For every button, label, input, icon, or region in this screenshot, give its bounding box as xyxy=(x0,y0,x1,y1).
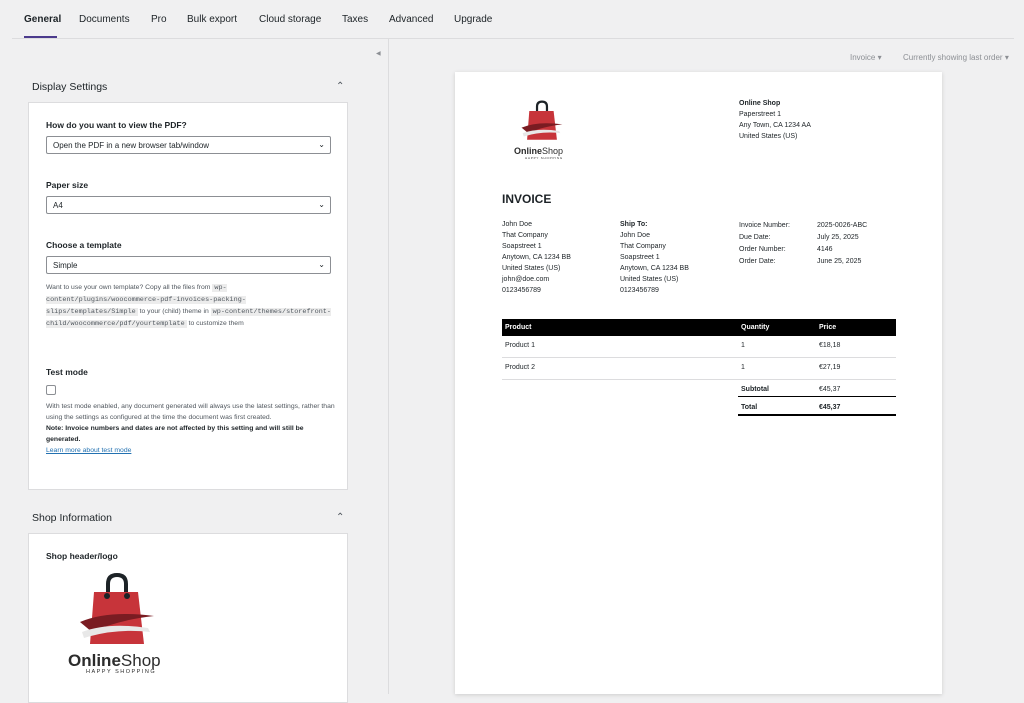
invoice-preview xyxy=(455,72,942,694)
chevron-down-icon: ▾ xyxy=(877,53,882,62)
shop-address-line: United States (US) xyxy=(739,133,798,140)
item-quantity: 1 xyxy=(741,342,745,349)
template-target-path: wp-content/themes/storefront-child/woocommerce/pdf/yourtemplate xyxy=(46,308,331,328)
shop-address-line: Paperstreet 1 xyxy=(739,111,782,118)
column-product: Product xyxy=(505,324,532,331)
settings-tabs xyxy=(0,0,1024,40)
test-mode-label: Test mode xyxy=(46,367,88,377)
display-settings-heading[interactable]: Display Settings xyxy=(32,81,108,93)
tab-cloud-storage[interactable]: Cloud storage xyxy=(259,14,322,25)
collapse-left-icon[interactable]: ◀ xyxy=(376,51,381,57)
chevron-up-icon[interactable]: ⌃ xyxy=(336,512,345,523)
logo-tagline: HAPPY SHOPPING xyxy=(86,669,157,675)
shipping-line: That Company xyxy=(620,243,666,250)
row-divider xyxy=(502,357,896,358)
meta-label: Due Date: xyxy=(739,234,771,241)
column-quantity: Quantity xyxy=(741,324,770,331)
shipping-line: Anytown, CA 1234 BB xyxy=(620,265,689,272)
billing-line: Soapstreet 1 xyxy=(502,243,542,250)
shop-logo-label: Shop header/logo xyxy=(46,551,118,561)
test-mode-help xyxy=(46,401,336,456)
chevron-down-icon: ▾ xyxy=(1004,53,1009,62)
shipping-line: United States (US) xyxy=(620,276,679,283)
subtotal-value: €45,37 xyxy=(819,386,841,393)
document-type-value: Invoice xyxy=(850,53,876,62)
billing-line: That Company xyxy=(502,232,548,239)
meta-label: Order Date: xyxy=(739,258,776,265)
invoice-logo-image xyxy=(520,100,564,142)
meta-label: Order Number: xyxy=(739,246,786,253)
test-mode-note: Note: Invoice numbers and dates are not affected by this setting and will still be generated. xyxy=(46,425,304,443)
template-label: Choose a template xyxy=(46,240,122,250)
test-mode-checkbox[interactable] xyxy=(46,385,56,395)
paper-size-value: A4 xyxy=(53,201,63,210)
item-price: €27,19 xyxy=(819,364,841,371)
meta-value: July 25, 2025 xyxy=(817,234,859,241)
billing-line: john@doe.com xyxy=(502,276,550,283)
logo-wordmark-bold: Online xyxy=(68,651,121,670)
order-select[interactable] xyxy=(903,53,1009,62)
billing-line: United States (US) xyxy=(502,265,561,272)
tab-taxes[interactable]: Taxes xyxy=(342,14,369,25)
chevron-down-icon: ⌄ xyxy=(318,260,325,269)
shop-information-heading[interactable]: Shop Information xyxy=(32,512,112,524)
tab-pro[interactable]: Pro xyxy=(151,14,167,25)
column-price: Price xyxy=(819,324,837,331)
learn-more-test-mode-link[interactable]: Learn more about test mode xyxy=(46,447,132,454)
billing-line: John Doe xyxy=(502,221,532,228)
chevron-down-icon: ⌄ xyxy=(318,200,325,209)
items-table-header xyxy=(502,319,896,336)
row-divider xyxy=(502,379,896,380)
invoice-logo-wordmark xyxy=(514,146,563,156)
total-divider xyxy=(738,396,896,397)
tab-advanced[interactable]: Advanced xyxy=(389,14,434,25)
template-value: Simple xyxy=(53,261,78,270)
invoice-logo-bold: Online xyxy=(514,146,543,156)
template-help xyxy=(46,282,336,330)
tab-bulk-export[interactable]: Bulk export xyxy=(187,14,238,25)
item-price: €18,18 xyxy=(819,342,841,349)
test-mode-description: With test mode enabled, any document generated will always use the latest settings, rather than using the settings as configured at the time the document was first created. xyxy=(46,403,335,421)
billing-line: 0123456789 xyxy=(502,287,541,294)
paper-size-label: Paper size xyxy=(46,180,89,190)
view-pdf-select[interactable] xyxy=(46,136,331,154)
invoice-logo-light: Shop xyxy=(542,146,564,156)
view-pdf-label: How do you want to view the PDF? xyxy=(46,120,187,130)
meta-value: 4146 xyxy=(817,246,833,253)
paper-size-select[interactable] xyxy=(46,196,331,214)
chevron-down-icon: ⌄ xyxy=(318,140,325,149)
total-label: Total xyxy=(741,404,758,411)
shipping-line: Soapstreet 1 xyxy=(620,254,660,261)
view-pdf-value: Open the PDF in a new browser tab/window xyxy=(53,141,210,150)
logo-wordmark-light: Shop xyxy=(120,651,161,670)
logo-wordmark xyxy=(68,651,161,671)
document-type-select[interactable] xyxy=(850,53,882,62)
tab-upgrade[interactable]: Upgrade xyxy=(454,14,493,25)
total-underline xyxy=(738,414,896,416)
subtotal-label: Subtotal xyxy=(741,386,769,393)
item-quantity: 1 xyxy=(741,364,745,371)
order-select-value: Currently showing last order xyxy=(903,53,1003,62)
total-value: €45,37 xyxy=(819,404,841,411)
template-select[interactable] xyxy=(46,256,331,274)
invoice-title: INVOICE xyxy=(502,192,552,206)
tab-documents[interactable]: Documents xyxy=(79,14,130,25)
billing-line: Anytown, CA 1234 BB xyxy=(502,254,571,261)
shop-name: Online Shop xyxy=(739,100,781,107)
tab-general[interactable]: General xyxy=(24,14,62,25)
shipping-line: John Doe xyxy=(620,232,650,239)
shop-address-line: Any Town, CA 1234 AA xyxy=(739,122,811,129)
meta-value: 2025-0026-ABC xyxy=(817,222,868,229)
meta-label: Invoice Number: xyxy=(739,222,790,229)
invoice-logo-tagline: HAPPY SHOPPING xyxy=(525,156,563,160)
item-product: Product 1 xyxy=(505,342,535,349)
template-source-path: wp-content/plugins/woocommerce-pdf-invoices-packing-slips/templates/Simple xyxy=(46,284,246,316)
template-help-text: to your (child) theme in xyxy=(137,308,211,315)
shop-logo-image[interactable] xyxy=(78,572,156,648)
template-help-text: Want to use your own template? Copy all the files from xyxy=(46,284,213,291)
template-help-text: to customize them xyxy=(186,320,244,327)
meta-value: June 25, 2025 xyxy=(817,258,862,265)
ship-to-label: Ship To: xyxy=(620,221,648,228)
item-product: Product 2 xyxy=(505,364,535,371)
chevron-up-icon[interactable]: ⌃ xyxy=(336,81,345,92)
shipping-line: 0123456789 xyxy=(620,287,659,294)
